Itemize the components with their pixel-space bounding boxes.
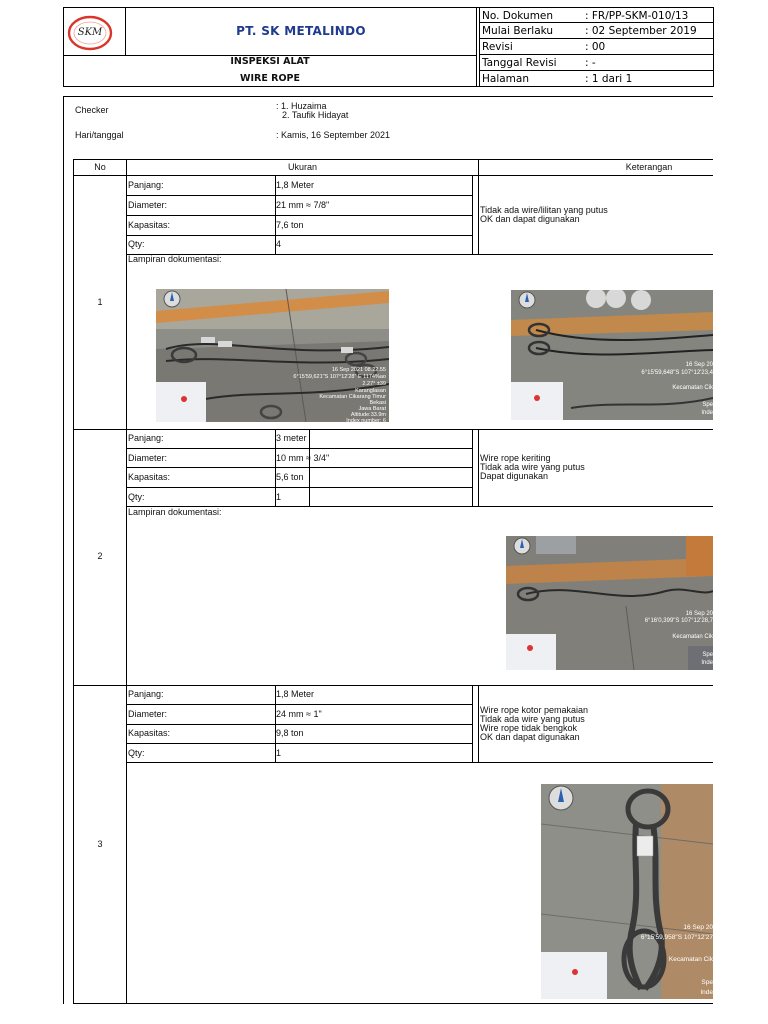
form-subtitle: WIRE ROPE	[240, 73, 300, 84]
spec-label-qty: Qty:	[128, 492, 145, 502]
company-name: PT. SK METALINDO	[236, 24, 366, 38]
row-number: 1	[97, 297, 103, 307]
keterangan-line: Tidak ada wire/lilitan yang putus	[480, 205, 608, 215]
photo-stamp-line: Jawa Barat	[358, 406, 386, 412]
column-header-no: No	[94, 162, 106, 172]
photo-stamp-line: 6°15'59,621"S 107°12'28" E 1174%ao	[293, 374, 386, 380]
inspection-photo	[541, 784, 713, 999]
lampiran-label: Lampiran dokumentasi:	[128, 254, 222, 264]
keterangan-line: OK dan dapat digunakan	[480, 732, 580, 742]
photo-stamp-line: Spe	[702, 652, 713, 658]
spec-label-qty: Qty:	[128, 748, 145, 758]
photo-stamp-line: Spe	[701, 979, 713, 986]
spec-label-panjang: Panjang:	[128, 433, 164, 443]
date-label: Hari/tanggal	[75, 130, 124, 140]
checker-name-1: : 1. Huzaima	[276, 101, 327, 111]
photo-stamp-line: Inde	[701, 410, 713, 416]
keterangan-line: Dapat digunakan	[480, 471, 549, 481]
inspection-photo	[506, 536, 713, 670]
meta-value-start: : 02 September 2019	[585, 25, 697, 37]
row-number: 2	[97, 551, 103, 561]
spec-value-qty: 1	[276, 492, 282, 502]
photo-stamp-line: 2.27° ±39	[362, 381, 386, 387]
inspection-photo	[511, 290, 713, 420]
meta-label-page: Halaman	[482, 73, 529, 85]
spec-value-qty: 4	[276, 239, 282, 249]
spec-label-panjang: Panjang:	[128, 689, 164, 699]
row-number: 3	[97, 839, 103, 849]
column-header-keterangan: Keterangan	[625, 162, 673, 172]
form-title: INSPEKSI ALAT	[230, 56, 310, 67]
spec-label-diameter: Diameter:	[128, 200, 168, 210]
meta-value-page: : 1 dari 1	[585, 73, 633, 85]
date-value: : Kamis, 16 September 2021	[276, 130, 391, 140]
photo-stamp-line: 16 Sep 20	[685, 362, 713, 368]
column-header-ukuran: Ukuran	[287, 162, 317, 172]
checker-label: Checker	[75, 105, 109, 115]
keterangan-line: Wire rope tidak bengkok	[480, 723, 578, 733]
photo-stamp-line: Inde	[700, 989, 713, 996]
keterangan-line: Wire rope keriting	[480, 453, 551, 463]
inspection-photo	[156, 289, 389, 422]
spec-value-diameter: 10 mm ≈ 3/4"	[276, 453, 330, 463]
meta-value-rev: : 00	[585, 41, 606, 53]
spec-value-diameter: 21 mm ≈ 7/8"	[276, 200, 330, 210]
keterangan-line: OK dan dapat digunakan	[480, 214, 580, 224]
spec-label-kapasitas: Kapasitas:	[128, 220, 171, 230]
meta-value-revdate: : -	[585, 57, 596, 69]
photo-stamp-line: Kecamatan Cik	[672, 634, 713, 640]
photo-stamp-line: Kecamatan Cik	[668, 956, 713, 963]
spec-value-diameter: 24 mm ≈ 1"	[276, 709, 322, 719]
logo-text: SKM	[77, 27, 103, 38]
photo-stamp-line: Kecamatan Cik	[672, 385, 713, 391]
spec-value-kapasitas: 5,6 ton	[276, 472, 304, 482]
spec-label-kapasitas: Kapasitas:	[128, 472, 171, 482]
spec-value-kapasitas: 9,8 ton	[276, 728, 304, 738]
lampiran-label: Lampiran dokumentasi:	[128, 507, 222, 517]
meta-label-revdate: Tanggal Revisi	[482, 57, 557, 69]
photo-stamp-line: Altitude:33.9m	[350, 412, 386, 418]
meta-label-rev: Revisi	[482, 41, 513, 53]
spec-label-panjang: Panjang:	[128, 180, 164, 190]
photo-stamp-line: Bekasi	[369, 400, 386, 406]
spec-label-qty: Qty:	[128, 239, 145, 249]
photo-stamp-line: 6°15'59,648"S 107°12'23,4	[641, 370, 713, 376]
company-logo	[67, 14, 113, 52]
spec-value-kapasitas: 7,6 ton	[276, 220, 304, 230]
photo-stamp-line: Karanglasan	[355, 388, 386, 394]
meta-label-doc: No. Dokumen	[482, 10, 554, 22]
keterangan-line: Tidak ada wire yang putus	[480, 714, 585, 724]
photo-stamp-line: Spe	[702, 402, 713, 408]
keterangan-line: Tidak ada wire yang putus	[480, 462, 585, 472]
spec-value-panjang: 3 meter	[276, 433, 307, 443]
spec-label-kapasitas: Kapasitas:	[128, 728, 171, 738]
checker-name-2: 2. Taufik Hidayat	[282, 110, 349, 120]
photo-stamp-line: Index number: 6	[346, 418, 386, 422]
photo-stamp-line: 6°15'59,958"S 107°12'27	[640, 934, 713, 941]
photo-stamp-line: Kecamatan Cikarang Timur	[319, 394, 386, 400]
meta-value-doc: : FR/PP-SKM-010/13	[585, 10, 689, 22]
photo-stamp-line: 16 Sep 2021 08.22.55	[331, 367, 386, 373]
spec-value-qty: 1	[276, 748, 282, 758]
photo-stamp-line: 16 Sep 20	[683, 924, 713, 931]
spec-label-diameter: Diameter:	[128, 453, 168, 463]
spec-label-diameter: Diameter:	[128, 709, 168, 719]
photo-stamp-line: Inde	[701, 660, 713, 666]
photo-stamp-line: 6°16'0,399"S 107°12'28,7	[644, 618, 713, 624]
spec-value-panjang: 1,8 Meter	[276, 180, 315, 190]
photo-stamp-line: 16 Sep 20	[685, 611, 713, 617]
keterangan-line: Wire rope kotor pemakaian	[480, 705, 589, 715]
meta-label-start: Mulai Berlaku	[482, 25, 554, 37]
spec-value-panjang: 1,8 Meter	[276, 689, 315, 699]
